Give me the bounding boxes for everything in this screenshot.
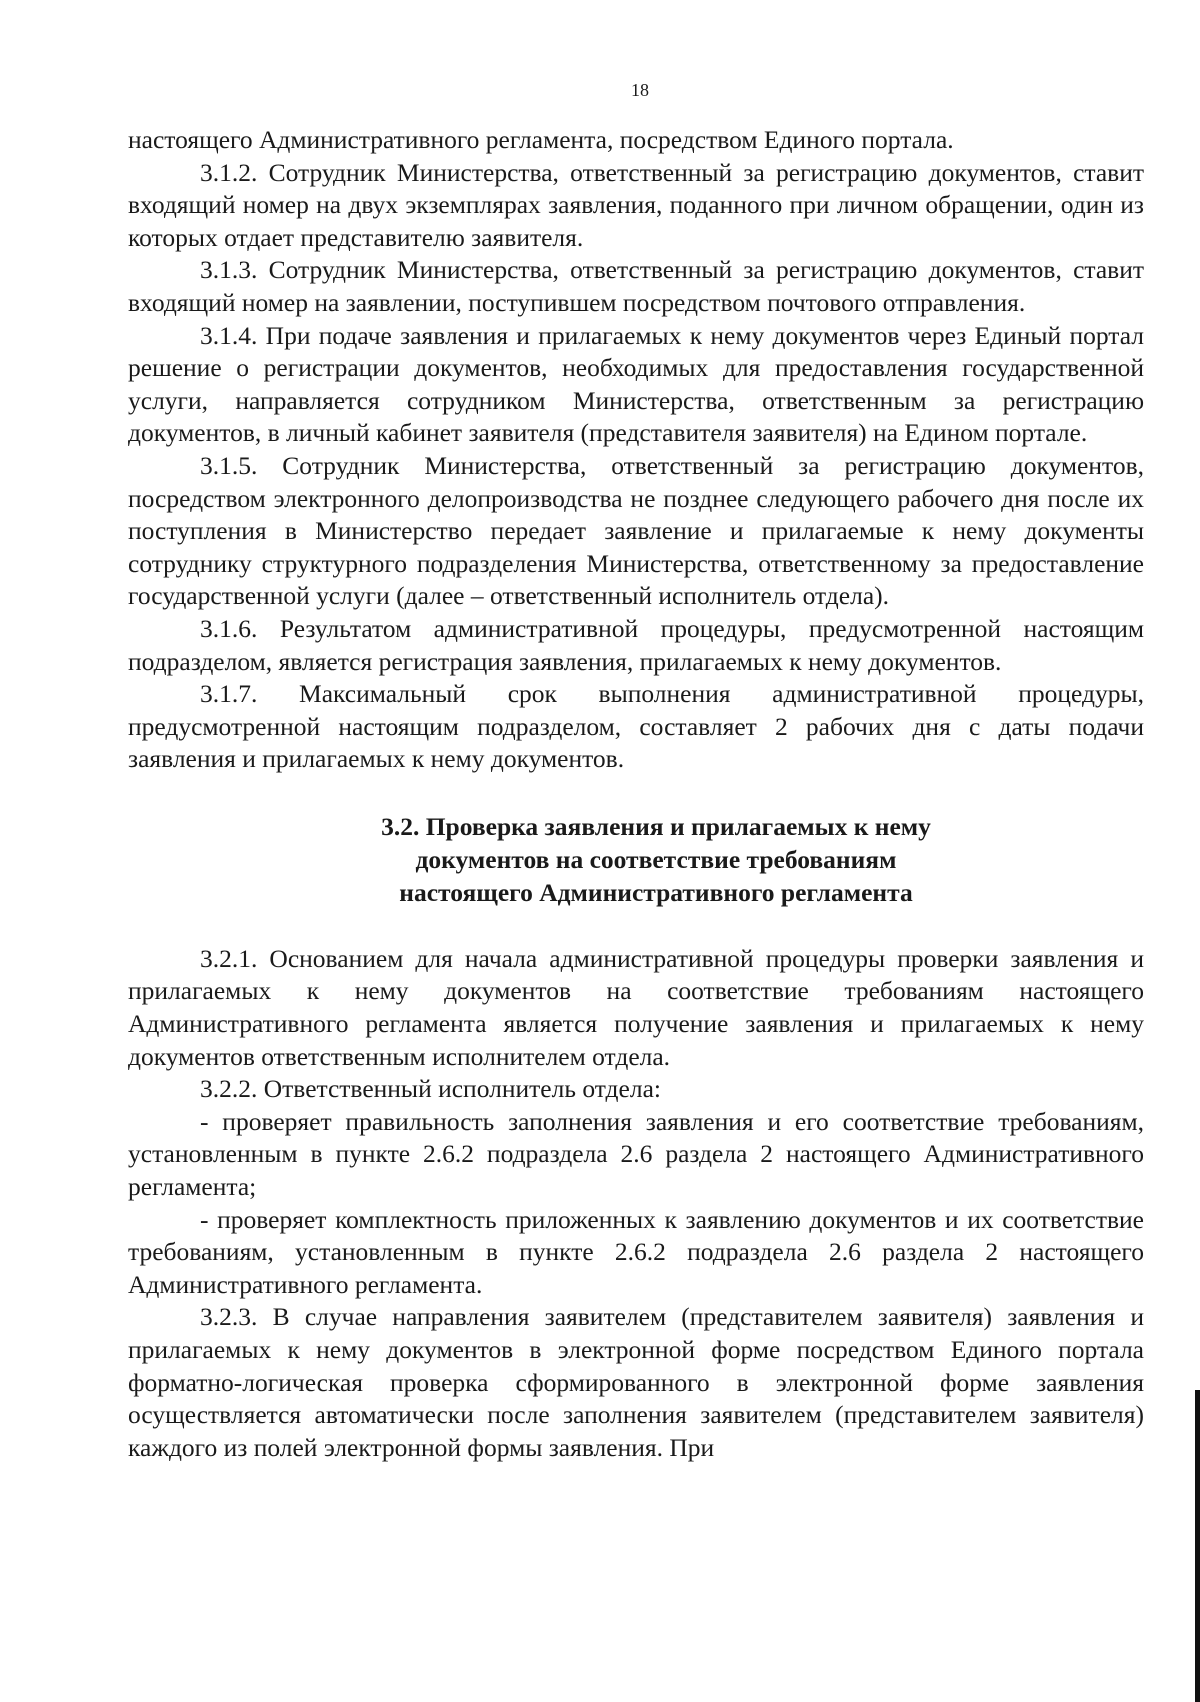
paragraph-3-1-7: 3.1.7. Максимальный срок выполнения административной процедуры, предусмотренной настоящим подразделом, составляет 2 рабочих дня с даты подачи заявления и прилагаемых к нему документов.: [128, 679, 1144, 774]
section-heading-line-2: документов на соответствие требованиям: [415, 844, 897, 874]
paragraph-3-1-6: 3.1.6. Результатом административной процедуры, предусмотренной настоящим подразделом, является регистрация заявления, прилагаемых к нему документов.: [128, 613, 1144, 676]
list-item-check-correctness: - проверяет правильность заполнения заявления и его соответствие требованиям, установленным в пункте 2.6.2 подраздела 2.6 раздела 2 настоящего Административного регламента;: [128, 1106, 1144, 1202]
paragraph-3-2-3: 3.2.3. В случае направления заявителем (представителем заявителя) заявления и прилагаемых к нему документов в электронной форме посредством Единого портала форматно-логическая проверка сформированного в электронной форме заявления осуществляется автоматически после заполнения заявителем (представителем заявителя) каждого из полей электронной формы заявления. При: [128, 1302, 1144, 1462]
section-heading-3-2: [128, 810, 1144, 909]
section-heading-line-3: настоящего Административного регламента: [399, 877, 913, 907]
paragraph-3-1-3: 3.1.3. Сотрудник Министерства, ответственный за регистрацию документов, ставит входящий номер на заявлении, поступившем посредством почтового отправления.: [128, 255, 1144, 317]
paragraph-3-2-1: 3.2.1. Основанием для начала административной процедуры проверки заявления и прилагаемых к нему документов на соответствие требованиям настоящего Административного регламента является получение заявления и прилагаемых к нему документов ответственным исполнителем отдела.: [128, 943, 1144, 1071]
paragraph-3-1-4: 3.1.4. При подаче заявления и прилагаемых к нему документов через Единый портал решение о регистрации документов, необходимых для предоставления государственной услуги, направляется сотрудником Министерства, ответственным за регистрацию документов, в личный кабинет заявителя (представителя заявителя) на Едином портале.: [128, 320, 1144, 448]
paragraph-continuation: настоящего Административного регламента, посредством Единого портала.: [128, 125, 954, 154]
paragraph-3-1-2: 3.1.2. Сотрудник Министерства, ответственный за регистрацию документов, ставит входящий номер на двух экземплярах заявления, поданного при личном обращении, один из которых отдает представителю заявителя.: [128, 157, 1144, 252]
paragraph-3-1-5: 3.1.5. Сотрудник Министерства, ответственный за регистрацию документов, посредством электронного делопроизводства не позднее следующего рабочего дня после их поступления в Министерство передает заявление и прилагаемые к нему документы сотруднику структурного подразделения Министерства, ответственному за предоставление государственной услуги (далее – ответственный исполнитель отдела).: [128, 450, 1144, 611]
section-heading-line-1: 3.2. Проверка заявления и прилагаемых к нему: [381, 811, 931, 841]
document-body: [128, 124, 1144, 1464]
list-item-check-completeness: - проверяет комплектность приложенных к заявлению документов и их соответствие требованиям, установленным в пункте 2.6.2 подраздела 2.6 раздела 2 настоящего Административного регламента.: [128, 1204, 1144, 1299]
scan-edge-mark: [1195, 1390, 1200, 1702]
paragraph-3-2-2: 3.2.2. Ответственный исполнитель отдела:: [200, 1074, 661, 1104]
page-number: 18: [631, 80, 649, 100]
